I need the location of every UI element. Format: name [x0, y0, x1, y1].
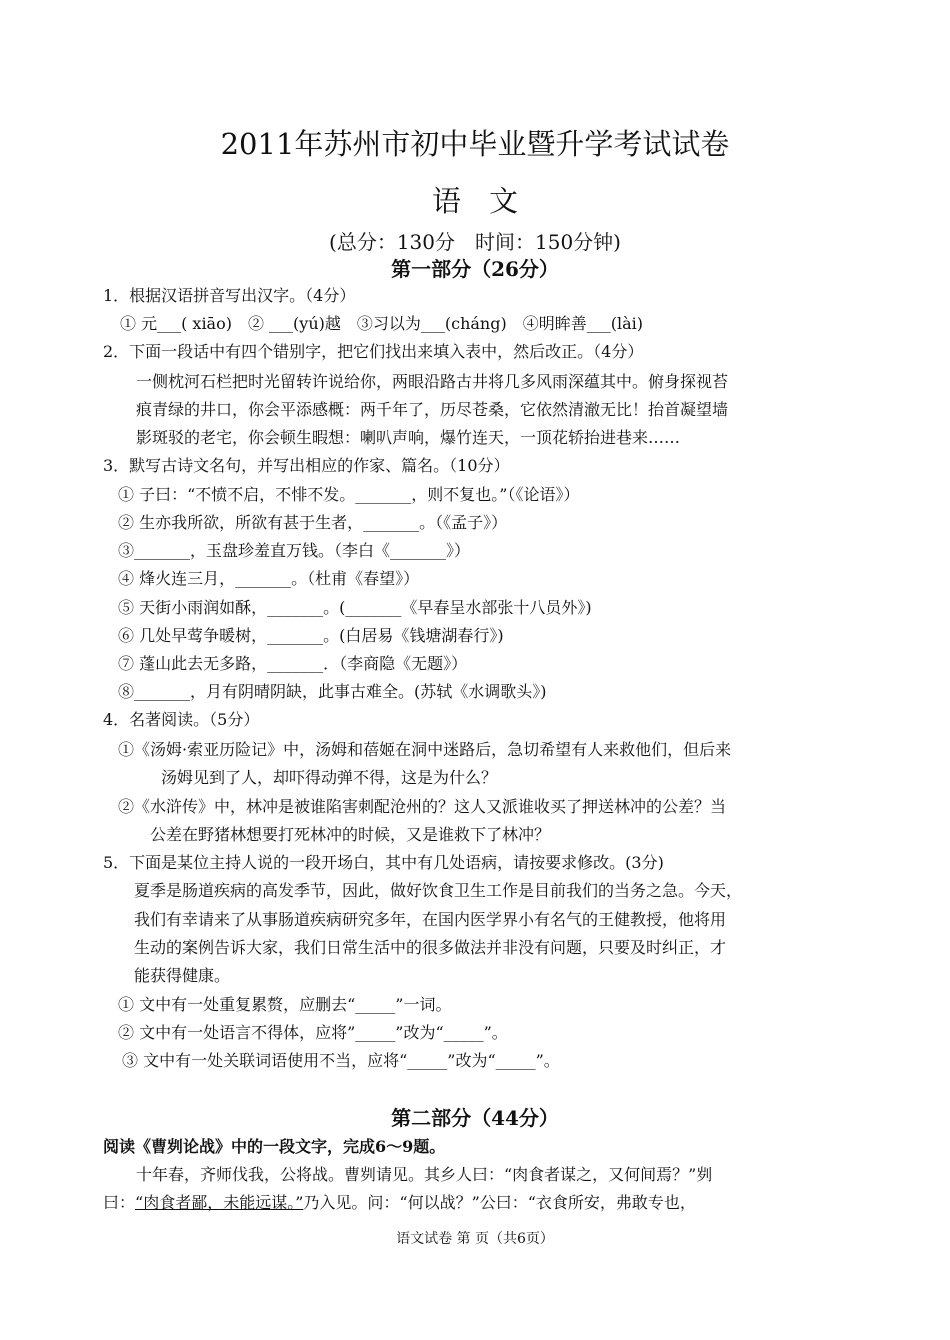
q5-passage-1: 夏季是肠道疾病的高发季节，因此，做好饮食卫生工作是目前我们的当务之急。今天， — [134, 881, 743, 900]
passage-line-2-suffix: 乃入见。问：“何以战？”公曰：“衣食所安，弗敢专也， — [303, 1193, 696, 1212]
q2-line-1: 一侧枕河石栏把时光留转许说给你，两眼沿路古井将几多风雨深蕴其中。俯身探视苔 — [136, 372, 729, 391]
part1-heading: 第一部分（26分） — [391, 257, 559, 281]
q1-items: ① 元___( xiāo) ② ___(yú)越 ③习以为___(cháng) ④明眸善___(lài) — [120, 314, 643, 333]
q4-line-4: 公差在野猪林想要打死林冲的时候，又是谁救下了林冲？ — [150, 825, 551, 844]
q5-item-2: ② 文中有一处语言不得体，应将”_____”改为“_____”。 — [118, 1023, 508, 1042]
q5-item-1: ① 文中有一处重复累赘，应删去“_____”一词。 — [118, 995, 452, 1014]
subject-title: 语文 — [431, 184, 546, 218]
exam-info: (总分：130分 时间：150分钟) — [329, 230, 621, 254]
passage-line-2 — [103, 1193, 696, 1213]
q5-stem: 5．下面是某位主持人说的一段开场白，其中有几处语病，请按要求修改。(3分) — [103, 853, 664, 872]
part2-instruction: 阅读《曹刿论战》中的一段文字，完成6～9题。 — [103, 1137, 446, 1156]
q3-item-8: ⑧_______，月有阴晴阴缺，此事古难全。(苏轼《水调歌头》) — [118, 682, 547, 701]
q5-passage-4: 能获得健康。 — [134, 966, 231, 985]
q2-line-2: 痕青绿的井口，你会平添感概：两千年了，历尽苍桑，它依然清澈无比！抬首凝望墙 — [136, 400, 729, 419]
q4-line-1: ①《汤姆·索亚历险记》中，汤姆和蓓姬在洞中迷路后，急切希望有人来救他们，但后来 — [118, 740, 732, 759]
q3-item-6: ⑥ 几处早莺争暖树，_______。(白居易《钱塘湖春行》) — [118, 626, 504, 645]
part2-heading: 第二部分（44分） — [391, 1106, 559, 1130]
q4-line-2: 汤姆见到了人，却吓得动弹不得，这是为什么？ — [161, 768, 498, 787]
q3-item-2: ② 生亦我所欲，所欲有甚于生者，_______。（《孟子》） — [118, 513, 508, 532]
q5-passage-2: 我们有幸请来了从事肠道疾病研究多年，在国内医学界小有名气的王健教授，他将用 — [134, 910, 727, 929]
q2-line-3: 影斑驳的老宅，你会顿生暇想：喇叭声响，爆竹连天，一顶花轿抬进巷来…… — [136, 428, 681, 447]
page-footer: 语文试卷 第 页（共6页） — [396, 1231, 554, 1247]
q5-passage-3: 生动的案例告诉大家，我们日常生活中的很多做法并非没有问题，只要及时纠正，才 — [134, 938, 727, 957]
q4-line-3: ②《水浒传》中，林冲是被谁陷害刺配沧州的？这人又派谁收买了押送林冲的公差？当 — [118, 797, 727, 816]
q2-stem: 2．下面一段话中有四个错别字，把它们找出来填入表中，然后改正。（4分） — [103, 342, 644, 361]
q3-item-3: ③_______，玉盘珍羞直万钱。（李白《_______》） — [118, 541, 471, 560]
q3-item-4: ④ 烽火连三月，_______。（杜甫《春望》） — [118, 569, 420, 588]
q1-stem: 1．根据汉语拼音写出汉字。（4分） — [103, 286, 356, 305]
q5-item-3: ③ 文中有一处关联词语使用不当，应将“_____”改为“_____”。 — [122, 1051, 560, 1070]
q3-item-5: ⑤ 天街小雨润如酥，_______。(_______《早春呈水部张十八员外》) — [118, 598, 592, 617]
q3-item-1: ① 子曰：“不愤不启，不悱不发。_______，则不复也。”（《论语》） — [118, 485, 580, 504]
passage-line-1: 十年春，齐师伐我，公将战。曹刿请见。其乡人曰：“肉食者谋之，又何间焉？”刿 — [136, 1165, 713, 1184]
exam-title: 2011年苏州市初中毕业暨升学考试试卷 — [220, 127, 730, 161]
q3-item-7: ⑦ 蓬山此去无多路，_______．（李商隐《无题》） — [118, 654, 468, 673]
q3-stem: 3．默写古诗文名句，并写出相应的作家、篇名。（10分） — [103, 456, 510, 475]
passage-underlined-quote: “肉食者鄙，未能远谋。” — [135, 1193, 304, 1212]
q4-stem: 4．名著阅读。（5分） — [103, 710, 260, 729]
passage-line-2-prefix: 曰： — [103, 1193, 136, 1212]
